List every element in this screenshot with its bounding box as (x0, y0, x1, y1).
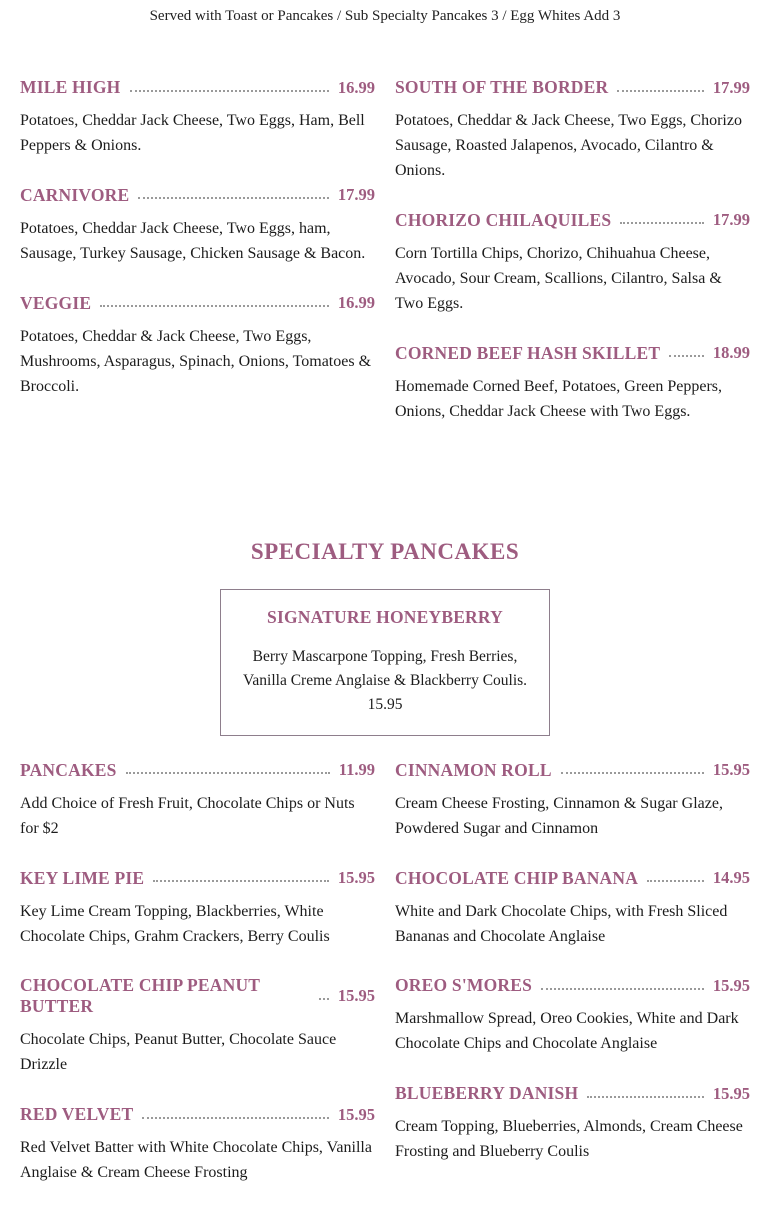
menu-item (20, 293, 375, 400)
menu-item (395, 868, 750, 950)
menu-item-price: 14.95 (712, 868, 750, 888)
menu-item-name: CARNIVORE (20, 184, 130, 205)
menu-item-header (20, 760, 375, 781)
menu-item-description: Chocolate Chips, Peanut Butter, Chocolate Sauce Drizzle (20, 1031, 337, 1074)
menu-item (20, 1104, 375, 1186)
menu-header-note: Served with Toast or Pancakes / Sub Specialty Pancakes 3 / Egg Whites Add 3 (149, 8, 621, 24)
menu-item-description: Cream Cheese Frosting, Cinnamon & Sugar Glaze, Powdered Sugar and Cinnamon (395, 794, 723, 837)
menu-item-name: PANCAKES (20, 759, 117, 780)
menu-item (395, 343, 750, 425)
dotted-leader (142, 1117, 329, 1119)
menu-item-description: White and Dark Chocolate Chips, with Fresh Sliced Bananas and Chocolate Anglaise (395, 902, 728, 945)
pancakes-section (20, 760, 750, 1212)
menu-item-description: Potatoes, Cheddar & Jack Cheese, Two Eggs, Chorizo Sausage, Roasted Jalapenos, Avocado, Cilantro & Onions. (395, 112, 742, 179)
menu-item-price: 11.99 (338, 760, 375, 780)
menu-item (20, 185, 375, 267)
featured-item-description: Berry Mascarpone Topping, Fresh Berries, Vanilla Creme Anglaise & Blackberry Coulis. (242, 647, 528, 689)
menu-item-name: CORNED BEEF HASH SKILLET (395, 342, 661, 363)
dotted-leader (587, 1096, 704, 1098)
breakfast-section (20, 77, 750, 451)
menu-item-name: MILE HIGH (20, 77, 121, 97)
menu-item-description: Potatoes, Cheddar & Jack Cheese, Two Eggs, Mushrooms, Asparagus, Spinach, Onions, Tomatoes & Broccoli. (20, 327, 372, 395)
menu-item-header (20, 185, 375, 206)
dotted-leader (617, 90, 704, 92)
menu-item (395, 760, 750, 842)
dotted-leader (620, 222, 704, 224)
menu-item-description: Homemade Corned Beef, Potatoes, Green Peppers, Onions, Cheddar Jack Cheese with Two Eggs. (395, 377, 723, 420)
menu-item-header (395, 210, 750, 231)
menu-item-header (20, 1104, 375, 1125)
menu-item-name: KEY LIME PIE (20, 867, 145, 888)
menu-item (395, 210, 750, 317)
dotted-leader (561, 772, 704, 774)
menu-item-price: 17.99 (712, 210, 750, 230)
menu-item-header (395, 1083, 750, 1104)
menu-page (0, 77, 770, 1212)
menu-item-name: BLUEBERRY DANISH (395, 1083, 579, 1104)
menu-item-header (395, 343, 750, 364)
menu-item-description: Potatoes, Cheddar Jack Cheese, Two Eggs, ham, Sausage, Turkey Sausage, Chicken Sausage & Bacon. (20, 219, 366, 262)
menu-item-description: Key Lime Cream Topping, Blackberries, White Chocolate Chips, Grahm Crackers, Berry Coulis (20, 902, 330, 945)
dotted-leader (153, 880, 329, 882)
pancakes-column-left (20, 760, 375, 1212)
menu-item-price: 15.95 (337, 1104, 375, 1124)
menu-item-price: 17.99 (337, 185, 375, 205)
menu-item-header (395, 760, 750, 781)
breakfast-column-left (20, 77, 375, 451)
menu-item-price: 15.95 (712, 975, 750, 995)
featured-item-name: SIGNATURE HONEYBERRY (267, 606, 503, 627)
dotted-leader (126, 772, 330, 774)
menu-item-name: RED VELVET (20, 1104, 134, 1125)
menu-item-name: CINNAMON ROLL (395, 759, 552, 780)
dotted-leader (669, 355, 704, 357)
menu-item-header (395, 868, 750, 889)
menu-item-header (20, 293, 375, 314)
menu-item (20, 975, 375, 1078)
menu-item-description: Corn Tortilla Chips, Chorizo, Chihuahua Cheese, Avocado, Sour Cream, Scallions, Cilantro, Salsa & Two Eggs. (395, 244, 722, 312)
menu-item-price: 18.99 (712, 343, 750, 363)
menu-item (20, 760, 375, 842)
menu-item-price: 16.99 (337, 293, 375, 313)
menu-item-header (20, 868, 375, 889)
menu-item-description: Potatoes, Cheddar Jack Cheese, Two Eggs, Ham, Bell Peppers & Onions. (20, 112, 365, 154)
dotted-leader (100, 305, 329, 307)
menu-item-header (20, 975, 375, 1017)
menu-item-name: VEGGIE (20, 292, 92, 313)
dotted-leader (138, 197, 329, 199)
menu-item-name: CHOCOLATE CHIP BANANA (395, 867, 639, 888)
menu-item-price: 16.99 (337, 77, 375, 97)
menu-item-price: 15.95 (337, 868, 375, 888)
menu-item-price: 15.95 (712, 1083, 750, 1103)
featured-item-price: 15.95 (367, 695, 403, 713)
menu-item-header (395, 77, 750, 98)
menu-item-header (20, 77, 375, 98)
featured-item-card (220, 589, 550, 736)
dotted-leader (541, 988, 704, 990)
menu-item-name: CHOCOLATE CHIP PEANUT BUTTER (20, 975, 260, 1017)
menu-item (20, 77, 375, 159)
menu-item-description: Marshmallow Spread, Oreo Cookies, White and Dark Chocolate Chips and Chocolate Anglaise (395, 1010, 739, 1053)
menu-item-name: SOUTH OF THE BORDER (395, 77, 609, 97)
menu-item (20, 868, 375, 950)
specialty-pancakes-heading: SPECIALTY PANCAKES (250, 538, 520, 564)
breakfast-column-right (395, 77, 750, 451)
menu-item-description: Cream Topping, Blueberries, Almonds, Cream Cheese Frosting and Blueberry Coulis (395, 1118, 743, 1161)
pancakes-column-right (395, 760, 750, 1212)
menu-item-header (395, 975, 750, 996)
menu-item-description: Red Velvet Batter with White Chocolate Chips, Vanilla Anglaise & Cream Cheese Frosting (20, 1139, 372, 1182)
menu-item-name: CHORIZO CHILAQUILES (395, 209, 612, 230)
menu-item-price: 17.99 (712, 77, 750, 97)
dotted-leader (130, 90, 329, 92)
menu-item-name: OREO S'MORES (395, 975, 533, 996)
menu-item-price: 15.95 (337, 986, 375, 1006)
menu-item (395, 1083, 750, 1165)
menu-item (395, 975, 750, 1057)
menu-item-price: 15.95 (712, 760, 750, 780)
menu-item-description: Add Choice of Fresh Fruit, Chocolate Chips or Nuts for $2 (20, 794, 355, 837)
dotted-leader (647, 880, 704, 882)
dotted-leader (319, 998, 329, 1000)
menu-item (395, 77, 750, 184)
